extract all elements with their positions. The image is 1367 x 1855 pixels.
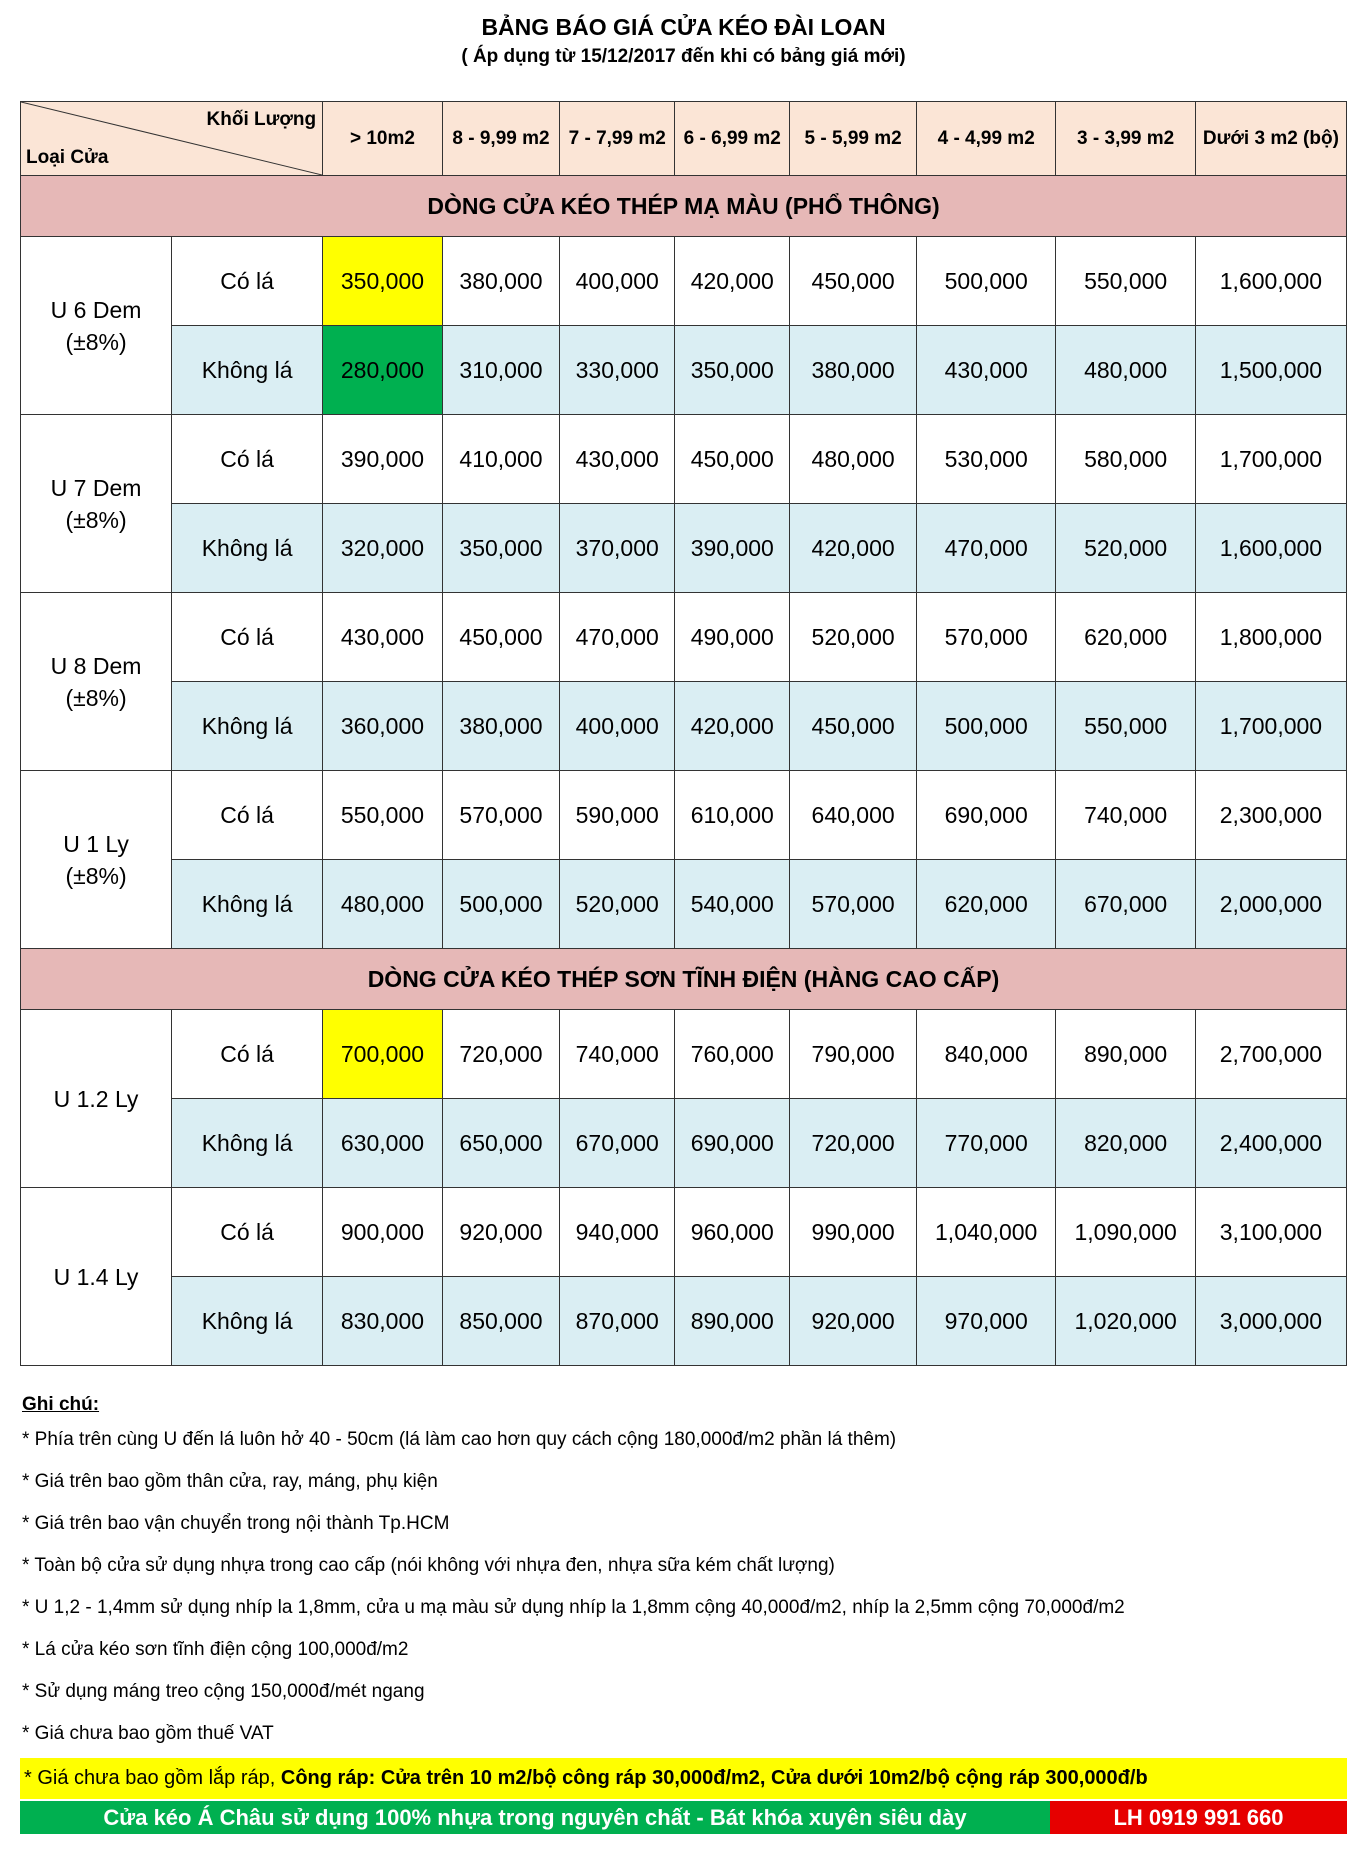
price-cell: 670,000 (1056, 860, 1195, 949)
note-item: * Giá chưa bao gồm thuế VAT (22, 1723, 274, 1744)
column-header: 8 - 9,99 m2 (442, 102, 559, 176)
section-row (21, 949, 1347, 1010)
price-cell: 900,000 (323, 1188, 443, 1277)
price-cell: 650,000 (442, 1099, 559, 1188)
price-cell: 450,000 (790, 682, 917, 771)
price-cell: 430,000 (916, 326, 1055, 415)
price-cell: 690,000 (916, 771, 1055, 860)
note-item: * Phía trên cùng U đến lá luôn hở 40 - 50cm (lá làm cao hơn quy cách cộng 180,000đ/m2 phần lá thêm) (22, 1429, 897, 1450)
door-type-cell (21, 415, 172, 593)
price-cell: 450,000 (790, 237, 917, 326)
price-cell: 1,040,000 (916, 1188, 1055, 1277)
price-cell: 2,300,000 (1195, 771, 1346, 860)
price-cell: 550,000 (1056, 682, 1195, 771)
page-title: BẢNG BÁO GIÁ CỬA KÉO ĐÀI LOAN (481, 14, 886, 40)
slat-option-label: Không lá (172, 860, 323, 949)
price-cell: 520,000 (560, 860, 675, 949)
price-cell: 410,000 (442, 415, 559, 504)
price-cell: 570,000 (442, 771, 559, 860)
price-cell: 870,000 (560, 1277, 675, 1366)
price-cell: 1,020,000 (1056, 1277, 1195, 1366)
price-cell: 420,000 (790, 504, 917, 593)
door-type-name: U 1.2 Ly (53, 1085, 139, 1112)
price-cell: 1,500,000 (1195, 326, 1346, 415)
table-row (21, 860, 1347, 949)
door-type-tolerance: (±8%) (65, 862, 127, 889)
price-cell: 2,700,000 (1195, 1010, 1346, 1099)
price-cell: 480,000 (1056, 326, 1195, 415)
table-row (21, 237, 1347, 326)
note-item: * Giá trên bao vận chuyển trong nội thành Tp.HCM (22, 1513, 450, 1534)
section-title: DÒNG CỬA KÉO THÉP SƠN TĨNH ĐIỆN (HÀNG CAO CẤP) (21, 949, 1347, 1010)
price-cell: 590,000 (560, 771, 675, 860)
price-cell: 320,000 (323, 504, 443, 593)
price-cell: 280,000 (323, 326, 443, 415)
price-cell: 610,000 (675, 771, 790, 860)
slat-option-label: Không lá (172, 1277, 323, 1366)
price-cell: 970,000 (916, 1277, 1055, 1366)
price-cell: 770,000 (916, 1099, 1055, 1188)
table-row (21, 1188, 1347, 1277)
price-cell: 450,000 (675, 415, 790, 504)
door-type-name: U 8 Dem (50, 652, 142, 679)
price-cell: 390,000 (323, 415, 443, 504)
slat-option-label: Không lá (172, 682, 323, 771)
price-cell: 400,000 (560, 237, 675, 326)
door-type-cell (21, 593, 172, 771)
header-corner-cell (21, 102, 323, 176)
price-cell: 920,000 (790, 1277, 917, 1366)
door-type-name: U 6 Dem (50, 296, 142, 323)
table-row (21, 326, 1347, 415)
table-row (21, 1099, 1347, 1188)
door-type-cell (21, 1188, 172, 1366)
price-cell: 1,800,000 (1195, 593, 1346, 682)
price-cell: 500,000 (916, 237, 1055, 326)
door-type-tolerance: (±8%) (65, 506, 127, 533)
table-row (21, 415, 1347, 504)
column-header: Dưới 3 m2 (bộ) (1195, 102, 1346, 176)
price-cell: 630,000 (323, 1099, 443, 1188)
price-cell: 360,000 (323, 682, 443, 771)
price-cell: 740,000 (560, 1010, 675, 1099)
price-cell: 690,000 (675, 1099, 790, 1188)
price-cell: 850,000 (442, 1277, 559, 1366)
price-cell: 530,000 (916, 415, 1055, 504)
slat-option-label: Không lá (172, 326, 323, 415)
column-header: 6 - 6,99 m2 (675, 102, 790, 176)
price-cell: 640,000 (790, 771, 917, 860)
price-cell: 500,000 (916, 682, 1055, 771)
price-cell: 390,000 (675, 504, 790, 593)
door-type-tolerance: (±8%) (65, 684, 127, 711)
slat-option-label: Có lá (172, 593, 323, 682)
footer-phone: LH 0919 991 660 (1050, 1801, 1347, 1834)
price-cell: 580,000 (1056, 415, 1195, 504)
door-type-cell (21, 1010, 172, 1188)
price-cell: 670,000 (560, 1099, 675, 1188)
price-cell: 1,700,000 (1195, 682, 1346, 771)
highlight-note-bold: Công ráp: Cửa trên 10 m2/bộ công ráp 30,000đ/m2, Cửa dưới 10m2/bộ cộng ráp 300,000đ/b (280, 1767, 1148, 1789)
column-header: 5 - 5,99 m2 (790, 102, 917, 176)
door-type-cell (21, 771, 172, 949)
price-cell: 380,000 (442, 237, 559, 326)
notes-section (22, 1394, 1125, 1764)
price-cell: 350,000 (675, 326, 790, 415)
price-cell: 470,000 (916, 504, 1055, 593)
price-cell: 830,000 (323, 1277, 443, 1366)
table-header-row (21, 102, 1347, 176)
price-cell: 1,600,000 (1195, 237, 1346, 326)
note-item: * Toàn bộ cửa sử dụng nhựa trong cao cấp (nói không với nhựa đen, nhựa sữa kém chất lượng) (22, 1555, 835, 1576)
price-cell: 1,090,000 (1056, 1188, 1195, 1277)
column-header: 4 - 4,99 m2 (916, 102, 1055, 176)
price-cell: 840,000 (916, 1010, 1055, 1099)
slat-option-label: Không lá (172, 1099, 323, 1188)
slat-option-label: Có lá (172, 771, 323, 860)
price-cell: 2,400,000 (1195, 1099, 1346, 1188)
table-row (21, 1277, 1347, 1366)
column-header: 7 - 7,99 m2 (560, 102, 675, 176)
price-cell: 790,000 (790, 1010, 917, 1099)
price-table (20, 101, 1347, 1366)
price-cell: 890,000 (675, 1277, 790, 1366)
slat-option-label: Không lá (172, 504, 323, 593)
note-item: * U 1,2 - 1,4mm sử dụng nhíp la 1,8mm, cửa u mạ màu sử dụng nhíp la 1,8mm cộng 40,000đ/m2, nhíp la 2,5mm cộng 70,000đ/m2 (22, 1597, 1125, 1618)
price-cell: 310,000 (442, 326, 559, 415)
section-title: DÒNG CỬA KÉO THÉP MẠ MÀU (PHỔ THÔNG) (21, 176, 1347, 237)
price-cell: 550,000 (323, 771, 443, 860)
price-cell: 350,000 (442, 504, 559, 593)
price-cell: 480,000 (323, 860, 443, 949)
slat-option-label: Có lá (172, 1188, 323, 1277)
price-cell: 720,000 (442, 1010, 559, 1099)
highlight-note (20, 1758, 1347, 1799)
price-cell: 400,000 (560, 682, 675, 771)
price-cell: 960,000 (675, 1188, 790, 1277)
note-item: * Lá cửa kéo sơn tĩnh điện cộng 100,000đ/m2 (22, 1639, 409, 1660)
column-header: > 10m2 (323, 102, 443, 176)
price-cell: 620,000 (1056, 593, 1195, 682)
door-type-name: U 1.4 Ly (53, 1263, 139, 1290)
door-type-tolerance: (±8%) (65, 328, 127, 355)
price-cell: 890,000 (1056, 1010, 1195, 1099)
price-cell: 330,000 (560, 326, 675, 415)
slat-option-label: Có lá (172, 1010, 323, 1099)
door-type-cell (21, 237, 172, 415)
price-cell: 620,000 (916, 860, 1055, 949)
price-cell: 490,000 (675, 593, 790, 682)
price-cell: 420,000 (675, 237, 790, 326)
note-item: * Sử dụng máng treo cộng 150,000đ/mét ngang (22, 1681, 425, 1702)
price-cell: 550,000 (1056, 237, 1195, 326)
price-cell: 990,000 (790, 1188, 917, 1277)
price-cell: 540,000 (675, 860, 790, 949)
price-cell: 2,000,000 (1195, 860, 1346, 949)
price-cell: 570,000 (916, 593, 1055, 682)
price-cell: 1,600,000 (1195, 504, 1346, 593)
table-row (21, 771, 1347, 860)
price-cell: 500,000 (442, 860, 559, 949)
door-type-name: U 1 Ly (63, 830, 129, 857)
notes-title: Ghi chú: (22, 1394, 100, 1415)
table-row (21, 682, 1347, 771)
price-cell: 720,000 (790, 1099, 917, 1188)
price-cell: 480,000 (790, 415, 917, 504)
price-cell: 380,000 (442, 682, 559, 771)
table-row (21, 1010, 1347, 1099)
table-row (21, 504, 1347, 593)
section-row (21, 176, 1347, 237)
slat-option-label: Có lá (172, 415, 323, 504)
page-subtitle: ( Áp dụng từ 15/12/2017 đến khi có bảng giá mới) (461, 46, 906, 67)
price-cell: 3,000,000 (1195, 1277, 1346, 1366)
price-cell: 940,000 (560, 1188, 675, 1277)
footer-banner: Cửa kéo Á Châu sử dụng 100% nhựa trong nguyên chất - Bát khóa xuyên siêu dày (20, 1801, 1050, 1834)
price-cell: 430,000 (323, 593, 443, 682)
notes-list (22, 1428, 1125, 1764)
type-header-label: Loại Cửa (26, 147, 109, 168)
price-cell: 820,000 (1056, 1099, 1195, 1188)
price-cell: 370,000 (560, 504, 675, 593)
price-cell: 470,000 (560, 593, 675, 682)
price-cell: 520,000 (1056, 504, 1195, 593)
price-cell: 380,000 (790, 326, 917, 415)
volume-header-label: Khối Lượng (206, 109, 317, 130)
price-cell: 760,000 (675, 1010, 790, 1099)
price-cell: 920,000 (442, 1188, 559, 1277)
price-cell: 570,000 (790, 860, 917, 949)
table-row (21, 593, 1347, 682)
price-cell: 420,000 (675, 682, 790, 771)
slat-option-label: Có lá (172, 237, 323, 326)
price-cell: 700,000 (323, 1010, 443, 1099)
door-type-name: U 7 Dem (50, 474, 142, 501)
price-cell: 740,000 (1056, 771, 1195, 860)
column-header: 3 - 3,99 m2 (1056, 102, 1195, 176)
note-item: * Giá trên bao gồm thân cửa, ray, máng, phụ kiện (22, 1471, 438, 1492)
price-cell: 3,100,000 (1195, 1188, 1346, 1277)
price-cell: 520,000 (790, 593, 917, 682)
price-cell: 1,700,000 (1195, 415, 1346, 504)
price-cell: 450,000 (442, 593, 559, 682)
highlight-note-prefix: * Giá chưa bao gồm lắp ráp, (24, 1767, 281, 1789)
price-cell: 350,000 (323, 237, 443, 326)
price-cell: 430,000 (560, 415, 675, 504)
